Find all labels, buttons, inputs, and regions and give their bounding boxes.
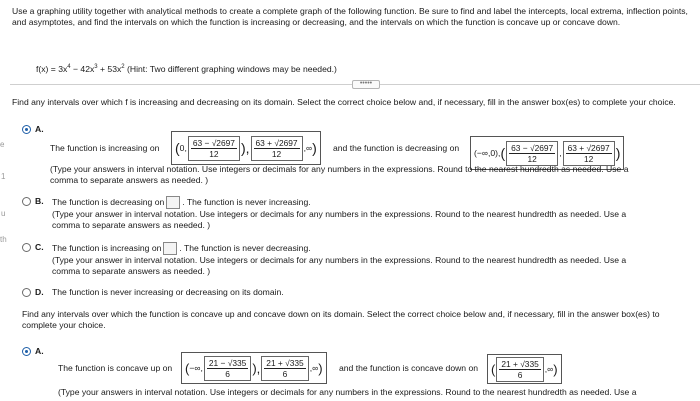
q2-option-a-letter: A. xyxy=(35,346,44,356)
q1-increasing-answer-box[interactable]: ( 0, $\frac{63 - √2697}{12}$ ), $\frac{63 + √2697}{12}$ ,∞ ) xyxy=(171,131,321,165)
q2-concave-up-label: The function is concave up on xyxy=(58,363,173,373)
q1-option-b-radio[interactable] xyxy=(22,197,31,206)
q1-option-b-letter: B. xyxy=(35,196,44,206)
q1-option-c-note-1: (Type your answer in interval notation. Use integers or decimals for any numbers in the expressions. Round to the nearest hundredth as needed. Use a xyxy=(52,255,627,265)
q2-option-a-radio[interactable] xyxy=(22,347,31,356)
problem-instructions: Use a graphing utility together with analytical methods to create a complete graph of the following function. Be sure to find and label the intercepts, local extrema, inflection points, and asymptotes, and find the intervals on which the function is increasing or decreasing, and the intervals on which the function is concave up or concave down. xyxy=(12,6,688,27)
q1-option-a-note-1: (Type your answers in interval notation. Use integers or decimals for any numbers in the expressions. Round to the nearest hundredth as needed. Use a xyxy=(50,164,629,174)
q2-up-fraction-1: $\frac{21 - √335}{6}$ xyxy=(208,357,247,379)
q1-option-a-note-2: comma to separate answers as needed. ) xyxy=(50,175,209,185)
q1-option-d-text: The function is never increasing or decreasing on its domain. xyxy=(52,287,284,297)
q1-dec-fraction-2: $\frac{63 + √2697}{12}$ xyxy=(567,142,610,164)
q1-option-c-input[interactable] xyxy=(163,242,177,255)
question-2-prompt: Find any intervals over which the function is concave up and concave down on its domain. Select the correct choice below and, if necessary, fill in the answer box(es) to complete your choice. xyxy=(22,309,660,330)
question-1-prompt: Find any intervals over which f is increasing and decreasing on its domain. Select the correct choice below and, if necessary, fill in the answer box(es) to complete your choice. xyxy=(12,97,676,107)
q1-option-c-note-2: comma to separate answers as needed. ) xyxy=(52,266,211,276)
function-expression: $f(x) = 3x^4 - 42x^3 + 53x^2$ (Hint: Two different graphing windows may be needed.) xyxy=(36,63,337,74)
q1-decreasing-label: and the function is decreasing on xyxy=(333,143,460,153)
q1-option-d-radio[interactable] xyxy=(22,288,31,297)
q1-option-b-text: The function is decreasing on . The function is never increasing. xyxy=(52,196,311,209)
q2-up-fraction-2: $\frac{21 + √335}{6}$ xyxy=(266,357,304,379)
q2-concave-down-label: and the function is concave down on xyxy=(339,363,479,373)
left-edge-fragment-1: e xyxy=(0,140,5,149)
q1-option-c-radio[interactable] xyxy=(22,243,31,252)
left-edge-fragment-2: 1 xyxy=(1,172,6,181)
q1-increasing-label: The function is increasing on xyxy=(50,143,160,153)
q1-dec-fraction-1: $\frac{63 - √2697}{12}$ xyxy=(511,142,554,164)
q1-option-b-input[interactable] xyxy=(166,196,180,209)
q1-option-a-radio[interactable] xyxy=(22,125,31,134)
q1-option-b-note-1: (Type your answer in interval notation. Use integers or decimals for any numbers in the expressions. Round to the nearest hundredth as needed. Use a xyxy=(52,209,627,219)
q1-option-a-letter: A. xyxy=(35,124,44,134)
more-button[interactable]: ••••• xyxy=(352,80,380,89)
left-edge-fragment-3: u xyxy=(1,209,6,218)
q1-option-c-letter: C. xyxy=(35,242,44,252)
q2-down-fraction: $\frac{21 + √335}{6}$ xyxy=(501,358,539,380)
q1-option-d-letter: D. xyxy=(35,287,44,297)
q1-option-b-note-2: comma to separate answers as needed. ) xyxy=(52,220,211,230)
q1-decreasing-answer-box[interactable]: (−∞,0), ( $\frac{63 - √2697}{12}$ , $\frac{63 + √2697}{12}$ ) xyxy=(470,136,624,170)
q1-inc-fraction-1: $\frac{63 - √2697}{12}$ xyxy=(192,137,235,159)
q2-concave-down-answer-box[interactable]: ( $\frac{21 + √335}{6}$ ,∞ ) xyxy=(487,354,562,384)
q2-option-a-note-1: (Type your answers in interval notation. Use integers or decimals for any numbers in the expressions. Round to the nearest hundredth as needed. Use a xyxy=(58,387,637,397)
left-edge-fragment-4: th xyxy=(0,235,7,244)
q1-inc-fraction-2: $\frac{63 + √2697}{12}$ xyxy=(255,137,298,159)
q1-option-c-text: The function is increasing on . The function is never decreasing. xyxy=(52,242,311,255)
q2-concave-up-answer-box[interactable]: ( −∞, $\frac{21 - √335}{6}$ ), $\frac{21 + √335}{6}$ ,∞ ) xyxy=(181,352,327,384)
